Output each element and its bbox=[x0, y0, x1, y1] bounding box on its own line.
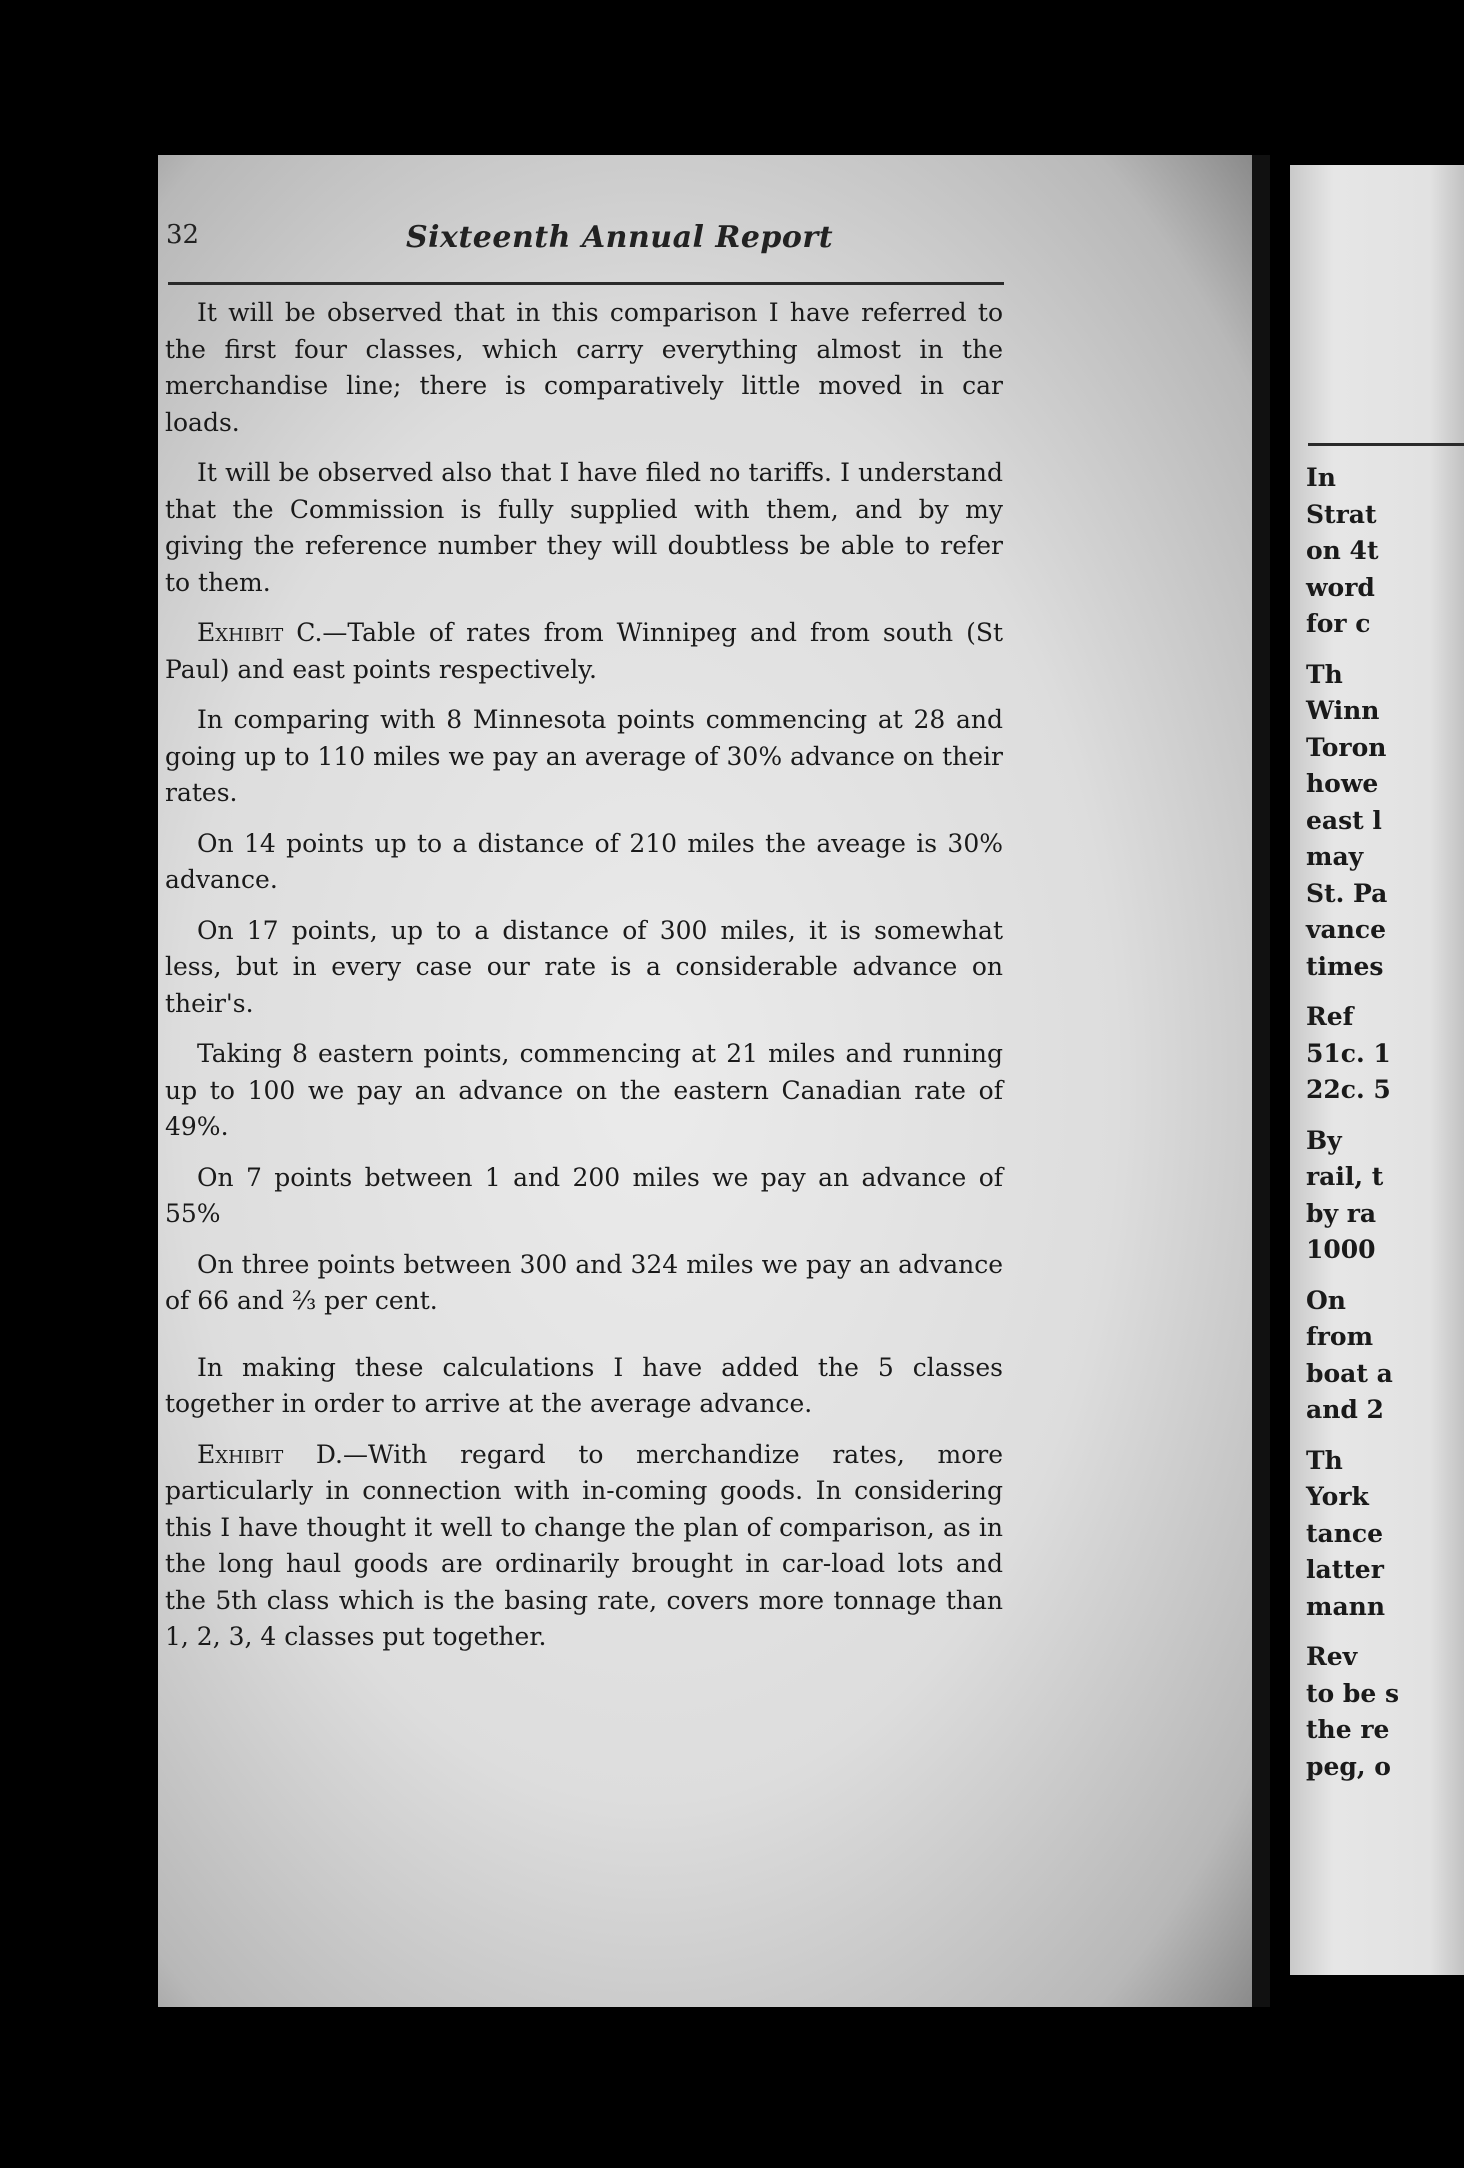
right-page-line: howe bbox=[1306, 769, 1379, 798]
paragraph: Taking 8 eastern points, commencing at 21 miles and running up to 100 we pay an advance on the eastern Canadian rate of 49%. bbox=[165, 1039, 1003, 1141]
paragraph: On three points between 300 and 324 miles we pay an advance of 66 and ⅔ per cent. bbox=[165, 1249, 1003, 1315]
right-page-line: east l bbox=[1306, 805, 1382, 835]
right-page-line: In bbox=[1306, 463, 1336, 492]
body-text bbox=[165, 295, 1003, 1670]
paragraph: On 14 points up to a distance of 210 miles the aveage is 30% advance. bbox=[165, 828, 1003, 894]
right-page-line: latter bbox=[1306, 1555, 1384, 1584]
paragraph: It will be observed also that I have filed no tariffs. I understand that the Commission is fully supplied with them, and by my giving the reference number they will doubtless be able to refer to them. bbox=[165, 458, 1003, 597]
right-page-line: 22c. 5 bbox=[1306, 1075, 1391, 1104]
right-page-line: to be s bbox=[1306, 1678, 1400, 1708]
exhibit-c-text: —Table of rates from Winnipeg and from south (St Paul) and east points respectively. bbox=[165, 618, 1003, 684]
right-page-line: 51c. 1 bbox=[1306, 1038, 1391, 1068]
right-page-line: Rev bbox=[1306, 1642, 1358, 1671]
right-page-line: tance bbox=[1306, 1518, 1384, 1548]
page-header bbox=[166, 220, 1004, 280]
right-page-line: from bbox=[1306, 1322, 1374, 1351]
right-page-line: York bbox=[1306, 1482, 1369, 1511]
right-page-fragment bbox=[1290, 165, 1464, 1975]
right-page-line: times bbox=[1306, 951, 1384, 981]
page-number: 32 bbox=[166, 220, 200, 250]
right-page-line: Winn bbox=[1306, 696, 1380, 725]
right-page-line: for c bbox=[1306, 609, 1371, 638]
paragraph-exhibit-d bbox=[165, 1437, 1003, 1656]
exhibit-d-label: Exhibit D. bbox=[197, 1439, 343, 1469]
paragraph: In comparing with 8 Minnesota points commencing at 28 and going up to 110 miles we pay an average of 30% advance on their rates. bbox=[165, 705, 1003, 807]
running-title: Sixteenth Annual Report bbox=[406, 220, 834, 255]
paragraph: On 17 points, up to a distance of 300 miles, it is somewhat less, but in every case our rate is a considerable advance on their's. bbox=[165, 915, 1003, 1018]
right-page-line: Th bbox=[1306, 659, 1343, 689]
right-page-line: By bbox=[1306, 1125, 1342, 1155]
right-page-line: word bbox=[1306, 572, 1375, 602]
right-page-line: may bbox=[1306, 842, 1364, 871]
paragraph: In making these calculations I have added the 5 classes together in order to arrive at the average advance. bbox=[165, 1352, 1003, 1418]
exhibit-c-label: Exhibit C. bbox=[197, 618, 323, 647]
right-page-line: boat a bbox=[1306, 1358, 1393, 1388]
paragraph-exhibit-c bbox=[165, 615, 1003, 688]
right-page-line: the re bbox=[1306, 1715, 1390, 1744]
right-page-line: Ref bbox=[1306, 1002, 1354, 1031]
right-page-line: and 2 bbox=[1306, 1395, 1384, 1424]
right-page-line: mann bbox=[1306, 1591, 1386, 1621]
right-page-line: Toron bbox=[1306, 732, 1387, 762]
header-rule bbox=[168, 282, 1004, 285]
right-page-lines bbox=[1306, 460, 1464, 1785]
paragraph: It will be observed that in this comparison I have referred to the first four classes, which carry everything almost in the merchandise line; there is comparatively little moved in car loads. bbox=[165, 298, 1003, 437]
right-page-line: vance bbox=[1306, 915, 1387, 944]
paragraph: On 7 points between 1 and 200 miles we pay an advance of 55% bbox=[165, 1162, 1003, 1228]
right-header-rule bbox=[1308, 443, 1464, 446]
right-page-line: Th bbox=[1306, 1445, 1343, 1475]
exhibit-d-text: —With regard to merchandize rates, more particularly in connection with in-coming goods. In considering this I have thought it well to change the plan of comparison, as in the long haul goods are ordinarily brought in car-load lots and the 5th class which is the basing rate, covers more tonnage than 1, 2, 3, 4 classes put together. bbox=[165, 1439, 1003, 1651]
right-page-line: by ra bbox=[1306, 1198, 1377, 1228]
right-page-line: on 4t bbox=[1306, 536, 1379, 565]
right-page-line: peg, o bbox=[1306, 1751, 1391, 1781]
right-page-line: Strat bbox=[1306, 499, 1377, 529]
right-page-line: 1000 bbox=[1306, 1235, 1376, 1264]
right-page-line: On bbox=[1306, 1285, 1346, 1315]
right-page-line: rail, t bbox=[1306, 1162, 1384, 1191]
right-page-line: St. Pa bbox=[1306, 878, 1388, 908]
